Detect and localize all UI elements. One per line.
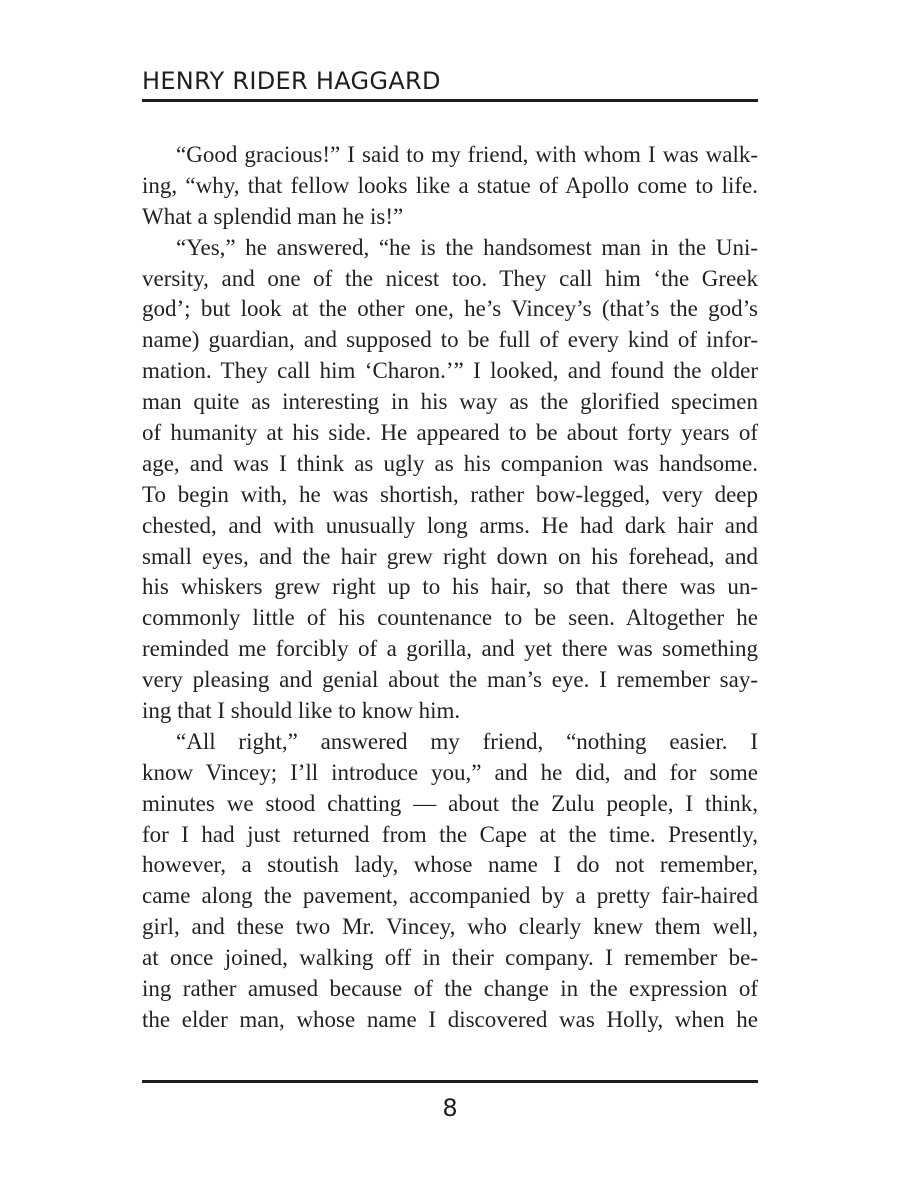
page-number: 8 xyxy=(442,1094,458,1122)
footer-rule xyxy=(142,1080,758,1083)
text-line: came along the pavement, accompanied by a pretty fair-haired xyxy=(142,883,758,909)
text-line: ing that I should like to know him. xyxy=(142,698,461,724)
text-line: for I had just returned from the Cape at the time. Presently, xyxy=(142,821,758,847)
text-line: the elder man, whose name I discovered was Holly, when he xyxy=(142,1006,758,1032)
text-line: “All right,” answered my friend, “nothing easier. I xyxy=(176,728,758,754)
text-line: ing rather amused because of the change in the expression of xyxy=(142,976,758,1002)
text-line: mation. They call him ‘Charon.’” I looked, and found the older xyxy=(142,358,758,384)
text-line: What a splendid man he is!” xyxy=(142,203,404,229)
text-line: name) guardian, and supposed to be full of every kind of infor- xyxy=(142,327,758,353)
text-line: reminded me forcibly of a gorilla, and yet there was something xyxy=(142,636,758,662)
text-line: man quite as interesting in his way as the glorified specimen xyxy=(142,389,758,415)
text-line: god’; but look at the other one, he’s Vincey’s (that’s the god’s xyxy=(142,296,758,322)
text-line: small eyes, and the hair grew right down on his forehead, and xyxy=(142,543,758,569)
text-line: To begin with, he was shortish, rather bow-legged, very deep xyxy=(142,481,758,507)
text-line: his whiskers grew right up to his hair, so that there was un- xyxy=(142,574,758,600)
text-line: minutes we stood chatting — about the Zulu people, I think, xyxy=(142,790,758,816)
text-line: at once joined, walking off in their company. I remember be- xyxy=(142,945,758,971)
text-line: “Good gracious!” I said to my friend, with whom I was walk- xyxy=(176,142,758,167)
text-line: “Yes,” he answered, “he is the handsomest man in the Uni- xyxy=(176,234,758,260)
running-header xyxy=(142,66,758,102)
text-line: age, and was I think as ugly as his companion was handsome. xyxy=(142,450,758,476)
text-line: commonly little of his countenance to be seen. Altogether he xyxy=(142,605,758,631)
text-line: ing, “why, that fellow looks like a statue of Apollo come to life. xyxy=(142,172,758,198)
text-line: of humanity at his side. He appeared to be about forty years of xyxy=(142,420,758,446)
text-line: girl, and these two Mr. Vincey, who clearly knew them well, xyxy=(142,914,758,940)
text-line: versity, and one of the nicest too. They call him ‘the Greek xyxy=(142,265,758,291)
text-line: chested, and with unusually long arms. He had dark hair and xyxy=(142,512,758,538)
text-line: know Vincey; I’ll introduce you,” and he did, and for some xyxy=(142,759,758,785)
running-header-title: HENRY RIDER HAGGARD xyxy=(142,67,441,95)
text-line: however, a stoutish lady, whose name I do not remember, xyxy=(142,852,758,878)
body-text xyxy=(142,140,758,1036)
text-line: very pleasing and genial about the man’s eye. I remember say- xyxy=(142,667,758,693)
